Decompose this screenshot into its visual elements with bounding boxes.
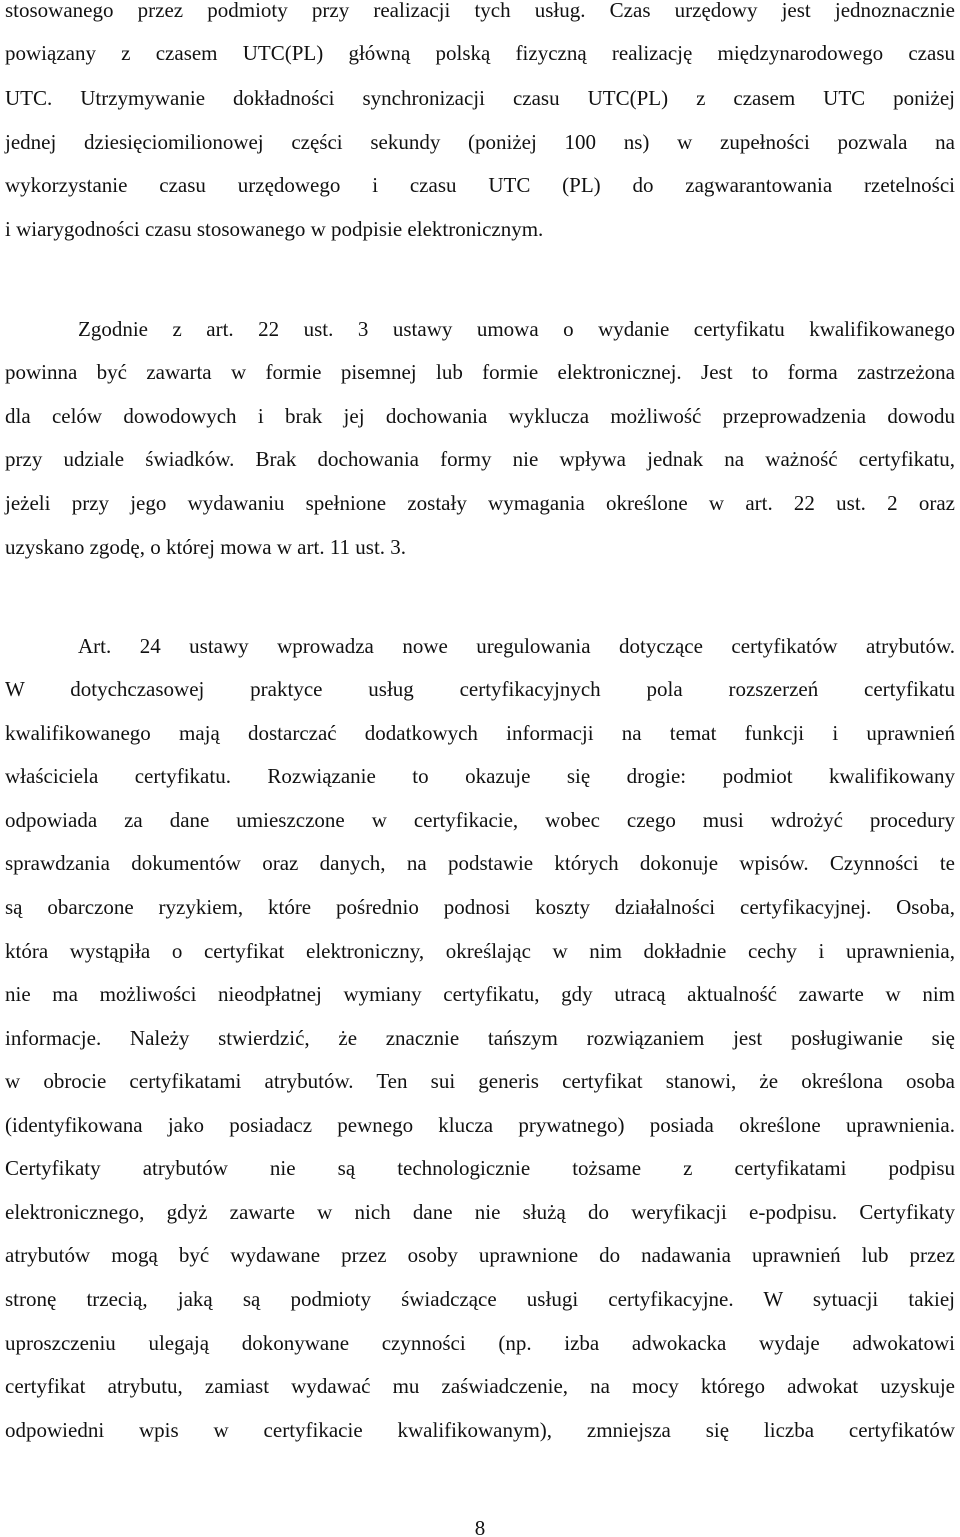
text-line: w obrocie certyfikatami atrybutów. Ten sui generis certyfikat stanowi, że określona osoba xyxy=(5,1069,955,1093)
text-line: informacje. Należy stwierdzić, że znacznie tańszym rozwiązaniem jest posługiwanie się xyxy=(5,1026,955,1050)
text-line: odpowiedni wpis w certyfikacie kwalifikowanym), zmniejsza się liczba certyfikatów xyxy=(5,1418,955,1442)
text-line: elektronicznego, gdyż zawarte w nich dane nie służą do weryfikacji e-podpisu. Certyfikaty xyxy=(5,1200,955,1224)
text-line: uproszczeniu ulegają dokonywane czynności (np. izba adwokacka wydaje adwokatowi xyxy=(5,1331,955,1355)
text-line: atrybutów mogą być wydawane przez osoby uprawnione do nadawania uprawnień lub przez xyxy=(5,1243,955,1267)
text-line: jeżeli przy jego wydawaniu spełnione zostały wymagania określone w art. 22 ust. 2 oraz xyxy=(5,491,955,515)
text-line: są obarczone ryzykiem, które pośrednio podnosi koszty działalności certyfikacyjnej. Osoba, xyxy=(5,895,955,919)
text-line: powinna być zawarta w formie pisemnej lub formie elektronicznej. Jest to forma zastrzeżona xyxy=(5,360,955,384)
text-line: dla celów dowodowych i brak jej dochowania wyklucza możliwość przeprowadzenia dowodu xyxy=(5,404,955,428)
text-line: Zgodnie z art. 22 ust. 3 ustawy umowa o wydanie certyfikatu kwalifikowanego xyxy=(78,317,955,341)
text-line: (identyfikowana jako posiadacz pewnego klucza prywatnego) posiada określone uprawnienia. xyxy=(5,1113,955,1137)
text-line: właściciela certyfikatu. Rozwiązanie to okazuje się drogie: podmiot kwalifikowany xyxy=(5,764,955,788)
text-line: przy udziale świadków. Brak dochowania formy nie wpływa jednak na ważność certyfikatu, xyxy=(5,447,955,471)
text-line: która wystąpiła o certyfikat elektroniczny, określając w nim dokładnie cechy i uprawnienia, xyxy=(5,939,955,963)
text-line: stosowanego przez podmioty przy realizacji tych usług. Czas urzędowy jest jednoznacznie xyxy=(5,0,955,22)
text-line: powiązany z czasem UTC(PL) główną polską fizyczną realizację międzynarodowego czasu xyxy=(5,41,955,65)
text-line: jednej dziesięciomilionowej części sekundy (poniżej 100 ns) w zupełności pozwala na xyxy=(5,130,955,154)
text-line: Certyfikaty atrybutów nie są technologicznie tożsame z certyfikatami podpisu xyxy=(5,1156,955,1180)
text-line: i wiarygodności czasu stosowanego w podpisie elektronicznym. xyxy=(5,217,544,241)
text-line: certyfikat atrybutu, zamiast wydawać mu zaświadczenie, na mocy którego adwokat uzyskuje xyxy=(5,1374,955,1398)
text-line: stronę trzecią, jaką są podmioty świadczące usługi certyfikacyjne. W sytuacji takiej xyxy=(5,1287,955,1311)
text-line: sprawdzania dokumentów oraz danych, na podstawie których dokonuje wpisów. Czynności te xyxy=(5,851,955,875)
text-line: nie ma możliwości nieodpłatnej wymiany certyfikatu, gdy utracą aktualność zawarte w nim xyxy=(5,982,955,1006)
text-line: kwalifikowanego mają dostarczać dodatkowych informacji na temat funkcji i uprawnień xyxy=(5,721,955,745)
text-line: UTC. Utrzymywanie dokładności synchronizacji czasu UTC(PL) z czasem UTC poniżej xyxy=(5,86,955,110)
text-line: W dotychczasowej praktyce usług certyfikacyjnych pola rozszerzeń certyfikatu xyxy=(5,677,955,701)
text-line: odpowiada za dane umieszczone w certyfikacie, wobec czego musi wdrożyć procedury xyxy=(5,808,955,832)
text-line: uzyskano zgodę, o której mowa w art. 11 ust. 3. xyxy=(5,535,407,559)
page-number: 8 xyxy=(474,1516,486,1537)
text-line: wykorzystanie czasu urzędowego i czasu UTC (PL) do zagwarantowania rzetelności xyxy=(5,173,955,197)
text-line: Art. 24 ustawy wprowadza nowe uregulowania dotyczące certyfikatów atrybutów. xyxy=(78,634,955,658)
